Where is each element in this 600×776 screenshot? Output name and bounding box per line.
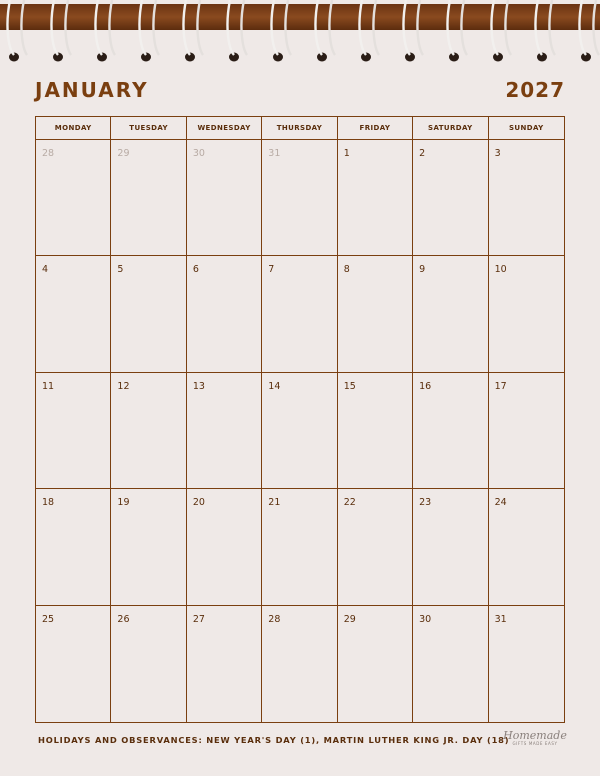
- day-cell[interactable]: [262, 256, 337, 372]
- day-number: 30: [192, 148, 205, 159]
- day-number: 23: [419, 497, 432, 509]
- day-number: 14: [268, 380, 281, 392]
- day-cell[interactable]: [262, 606, 337, 722]
- day-cell[interactable]: [111, 140, 186, 256]
- day-number: 28: [268, 613, 281, 625]
- day-number: 9: [419, 264, 426, 276]
- day-cell[interactable]: [187, 489, 262, 605]
- day-cell[interactable]: [413, 373, 488, 489]
- day-number: 6: [192, 264, 199, 276]
- day-number: 2: [419, 148, 426, 159]
- weekday-header: TUESDAY: [111, 117, 186, 140]
- day-cell[interactable]: [413, 606, 488, 722]
- day-cell[interactable]: [111, 373, 186, 489]
- day-number: 18: [42, 497, 55, 509]
- day-number: 30: [419, 613, 432, 625]
- day-cell[interactable]: [489, 140, 564, 256]
- day-cell[interactable]: [338, 140, 413, 256]
- month-title: JANUARY: [35, 78, 149, 102]
- day-number: 7: [268, 264, 275, 276]
- day-cell[interactable]: [262, 373, 337, 489]
- day-number: 31: [268, 148, 281, 159]
- year-title: 2027: [505, 78, 565, 102]
- weekday-header: SATURDAY: [413, 117, 488, 140]
- weekday-header: FRIDAY: [338, 117, 413, 140]
- day-number: 25: [42, 613, 55, 625]
- day-number: 12: [117, 380, 130, 392]
- calendar-header: [35, 78, 565, 108]
- weekday-header: WEDNESDAY: [187, 117, 262, 140]
- day-cell[interactable]: [489, 606, 564, 722]
- day-cell[interactable]: [489, 373, 564, 489]
- day-cell[interactable]: [338, 256, 413, 372]
- day-cell[interactable]: [111, 489, 186, 605]
- day-cell[interactable]: [489, 256, 564, 372]
- day-cell[interactable]: [36, 140, 111, 256]
- day-cell[interactable]: [413, 140, 488, 256]
- weekday-header: THURSDAY: [262, 117, 337, 140]
- day-cell[interactable]: [413, 256, 488, 372]
- day-cell[interactable]: [262, 140, 337, 256]
- day-cell[interactable]: [36, 606, 111, 722]
- day-number: 16: [419, 380, 432, 392]
- day-cell[interactable]: [111, 256, 186, 372]
- day-number: 13: [192, 380, 205, 392]
- day-number: 29: [343, 613, 356, 625]
- day-number: 28: [42, 148, 55, 159]
- day-number: 10: [494, 264, 507, 276]
- day-number: 15: [343, 380, 356, 392]
- day-cell[interactable]: [338, 373, 413, 489]
- day-number: 31: [494, 613, 507, 625]
- day-cell[interactable]: [338, 606, 413, 722]
- calendar-grid: [35, 116, 565, 723]
- homemade-logo: [500, 730, 570, 746]
- day-number: 26: [117, 613, 130, 625]
- day-cell[interactable]: [413, 489, 488, 605]
- day-number: 5: [117, 264, 124, 276]
- spiral-binding: [0, 0, 600, 66]
- day-number: 8: [343, 264, 350, 276]
- day-cell[interactable]: [36, 373, 111, 489]
- day-number: 29: [117, 148, 130, 159]
- day-cell[interactable]: [489, 489, 564, 605]
- day-number: 11: [42, 380, 55, 392]
- day-number: 4: [42, 264, 49, 276]
- day-number: 1: [343, 148, 350, 159]
- day-cell[interactable]: [187, 606, 262, 722]
- day-cell[interactable]: [187, 256, 262, 372]
- logo-name: Homemade: [503, 729, 567, 742]
- day-number: 17: [494, 380, 507, 392]
- holidays-note: HOLIDAYS AND OBSERVANCES: NEW YEAR'S DAY (1), MARTIN LUTHER KING JR. DAY (18): [38, 735, 510, 745]
- day-number: 27: [192, 613, 205, 625]
- day-number: 21: [268, 497, 281, 509]
- weekday-header: SUNDAY: [489, 117, 564, 140]
- day-cell[interactable]: [36, 256, 111, 372]
- day-cell[interactable]: [187, 140, 262, 256]
- day-number: 20: [192, 497, 205, 509]
- day-number: 24: [494, 497, 507, 509]
- day-cell[interactable]: [36, 489, 111, 605]
- day-cell[interactable]: [338, 489, 413, 605]
- weekday-header: MONDAY: [36, 117, 111, 140]
- day-cell[interactable]: [262, 489, 337, 605]
- day-number: 19: [117, 497, 130, 509]
- day-number: 22: [343, 497, 356, 509]
- day-number: 3: [494, 148, 501, 159]
- day-cell[interactable]: [187, 373, 262, 489]
- day-cell[interactable]: [111, 606, 186, 722]
- logo-tagline: GIFTS MADE EASY: [512, 741, 558, 746]
